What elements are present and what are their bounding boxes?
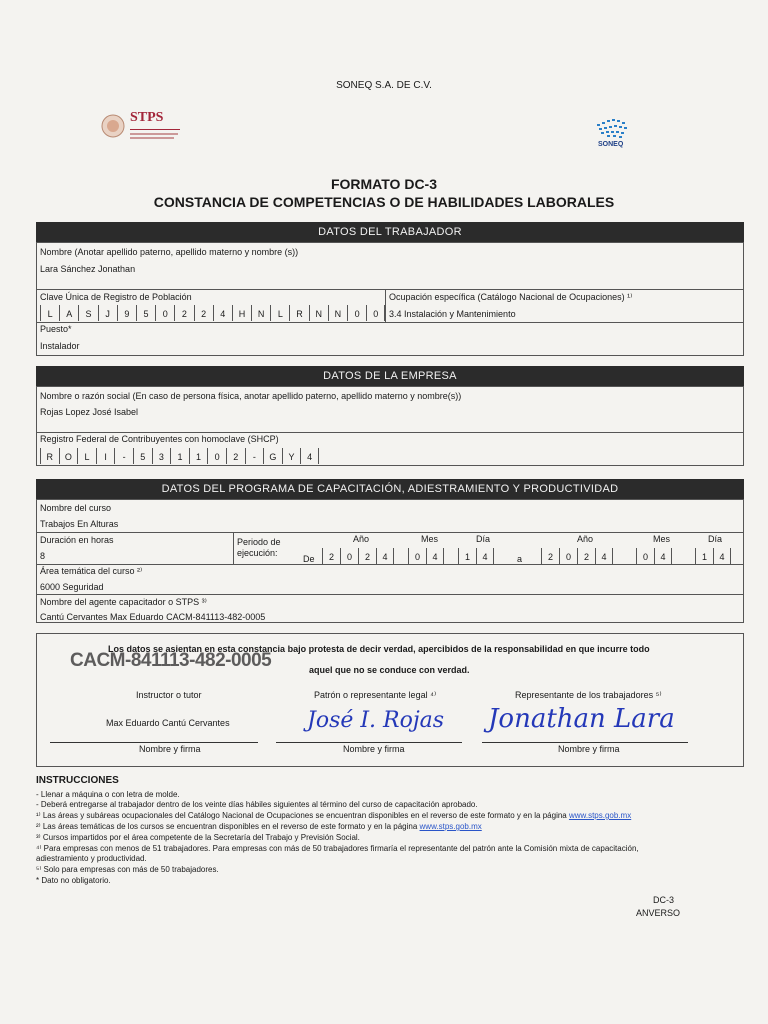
instruction-item: * Dato no obligatorio. bbox=[36, 876, 111, 885]
form-subtitle: CONSTANCIA DE COMPETENCIAS O DE HABILIDADES LABORALES bbox=[153, 194, 615, 210]
char-cell: 5 bbox=[136, 305, 155, 321]
stps-logo-text: STPS bbox=[130, 110, 164, 125]
char-cell: 4 bbox=[376, 548, 394, 564]
char-cell: - bbox=[114, 448, 133, 464]
form-code: DC-3 bbox=[653, 895, 675, 905]
company-name-field[interactable]: Rojas Lopez José Isabel bbox=[40, 407, 139, 417]
end-year-label: Año bbox=[577, 534, 594, 544]
instruction-item bbox=[36, 811, 631, 821]
char-cell: 0 bbox=[366, 305, 385, 321]
char-cell: J bbox=[98, 305, 117, 321]
occupation-field[interactable]: 3.4 Instalación y Mantenimiento bbox=[389, 309, 516, 319]
end-month-field[interactable] bbox=[636, 548, 672, 564]
char-cell: 4 bbox=[654, 548, 672, 564]
end-day-field[interactable] bbox=[695, 548, 731, 564]
instruction-item: ⁴⁾ Para empresas con menos de 51 trabajadores. Para empresas con más de 50 trabajadores firmaría el representante del patrón ante la Comisión mixta de capacitación, bbox=[36, 844, 639, 853]
workers-rep-signature: Jonathan Lara bbox=[488, 704, 675, 734]
position-field[interactable]: Instalador bbox=[40, 341, 80, 351]
char-cell: 4 bbox=[213, 305, 232, 321]
stps-logo bbox=[100, 110, 220, 146]
char-cell: S bbox=[78, 305, 97, 321]
curp-label: Clave Única de Registro de Población bbox=[40, 292, 192, 302]
char-cell: I bbox=[96, 448, 115, 464]
soneq-mark-icon bbox=[595, 116, 635, 142]
instruction-text: ¹⁾ Las áreas y subáreas ocupacionales del Catálogo Nacional de Ocupaciones se encuentran disponibles en el reverso de este formato y en la página bbox=[36, 811, 569, 820]
char-cell: N bbox=[309, 305, 328, 321]
duration-field[interactable]: 8 bbox=[40, 551, 46, 561]
char-cell: O bbox=[59, 448, 78, 464]
company-name: SONEQ S.A. DE C.V. bbox=[336, 80, 432, 91]
char-cell: 4 bbox=[300, 448, 319, 464]
char-cell: 4 bbox=[595, 548, 613, 564]
workers-rep-sign-caption: Nombre y firma bbox=[558, 744, 620, 754]
period-label: Periodo de bbox=[237, 537, 281, 547]
agent-label: Nombre del agente capacitador o STPS ³⁾ bbox=[40, 597, 207, 607]
char-cell: R bbox=[289, 305, 308, 321]
rfc-label: Registro Federal de Contribuyentes con homoclave (SHCP) bbox=[40, 434, 279, 444]
stamp-registration: CACM-841113-482-0005 bbox=[70, 650, 272, 671]
start-month-field[interactable] bbox=[408, 548, 444, 564]
end-year-field[interactable] bbox=[541, 548, 613, 564]
declaration-text: Los datos se asientan en esta constancia bajo protesta de decir verdad, apercibidos de la responsabilidad en que incurre todo bbox=[108, 644, 650, 654]
char-cell: 4 bbox=[713, 548, 731, 564]
char-cell: 2 bbox=[194, 305, 213, 321]
char-cell: 0 bbox=[155, 305, 174, 321]
char-cell: R bbox=[40, 448, 59, 464]
char-cell: 1 bbox=[189, 448, 208, 464]
char-cell: 2 bbox=[226, 448, 245, 464]
char-cell: 9 bbox=[117, 305, 136, 321]
workers-rep-label: Representante de los trabajadores ⁵⁾ bbox=[515, 690, 662, 700]
instructions-title: INSTRUCCIONES bbox=[36, 775, 119, 786]
char-cell: 5 bbox=[133, 448, 152, 464]
instructor-sign-caption: Nombre y firma bbox=[139, 744, 201, 754]
instruction-text: ²⁾ Las áreas temáticas de los cursos se encuentran disponibles en el reverso de este formato y en la página bbox=[36, 822, 420, 831]
worker-section-header: DATOS DEL TRABAJADOR bbox=[36, 222, 744, 242]
start-year-field[interactable] bbox=[322, 548, 394, 564]
instruction-item: - Deberá entregarse al trabajador dentro de los veinte días hábiles siguientes al término del curso de capacitación aprobado. bbox=[36, 800, 478, 809]
char-cell: 1 bbox=[458, 548, 476, 564]
start-day-label: Día bbox=[476, 534, 491, 544]
company-section-header: DATOS DE LA EMPRESA bbox=[36, 366, 744, 386]
char-cell: 4 bbox=[476, 548, 494, 564]
end-day-label: Día bbox=[708, 534, 723, 544]
occupation-label: Ocupación específica (Catálogo Nacional de Ocupaciones) ¹⁾ bbox=[389, 292, 633, 302]
char-cell: L bbox=[270, 305, 289, 321]
char-cell: 2 bbox=[541, 548, 559, 564]
char-cell: 4 bbox=[426, 548, 444, 564]
char-cell: Y bbox=[282, 448, 301, 464]
duration-label: Duración en horas bbox=[40, 535, 114, 545]
to-label: a bbox=[517, 554, 523, 564]
start-month-label: Mes bbox=[421, 534, 439, 544]
char-cell: 0 bbox=[207, 448, 226, 464]
company-name-label: Nombre o razón social (En caso de persona física, anotar apellido paterno, apellido materno y nombre(s)) bbox=[40, 391, 462, 401]
char-cell: - bbox=[245, 448, 264, 464]
end-month-label: Mes bbox=[653, 534, 671, 544]
form-title: FORMATO DC-3 bbox=[330, 176, 438, 192]
char-cell: N bbox=[251, 305, 270, 321]
instruction-item bbox=[36, 822, 482, 832]
instruction-item: ³⁾ Cursos impartidos por el área competente de la Secretaría del Trabajo y Previsión Social. bbox=[36, 833, 360, 842]
char-cell: H bbox=[232, 305, 251, 321]
employer-label: Patrón o representante legal ⁴⁾ bbox=[314, 690, 437, 700]
char-cell: G bbox=[263, 448, 282, 464]
instructor-label: Instructor o tutor bbox=[136, 690, 202, 700]
char-cell: 1 bbox=[695, 548, 713, 564]
course-name-field[interactable]: Trabajos En Alturas bbox=[40, 519, 119, 529]
char-cell: 3 bbox=[152, 448, 171, 464]
curp-field[interactable] bbox=[40, 305, 385, 321]
char-cell: N bbox=[328, 305, 347, 321]
start-year-label: Año bbox=[353, 534, 370, 544]
area-field[interactable]: 6000 Seguridad bbox=[40, 582, 104, 592]
position-label: Puesto* bbox=[40, 324, 72, 334]
char-cell: 0 bbox=[408, 548, 426, 564]
area-label: Área temática del curso ²⁾ bbox=[40, 566, 143, 576]
char-cell: 0 bbox=[347, 305, 366, 321]
instruction-item: ⁵⁾ Solo para empresas con más de 50 trabajadores. bbox=[36, 865, 219, 874]
from-label: De bbox=[303, 554, 315, 564]
form-side: ANVERSO bbox=[636, 908, 681, 918]
course-name-label: Nombre del curso bbox=[40, 503, 112, 513]
stps-link[interactable]: www.stps.gob.mx bbox=[568, 811, 632, 820]
program-section-header: DATOS DEL PROGRAMA DE CAPACITACIÓN, ADIESTRAMIENTO Y PRODUCTIVIDAD bbox=[36, 479, 744, 499]
period-label-2: ejecución: bbox=[237, 548, 278, 558]
char-cell: 0 bbox=[636, 548, 654, 564]
employer-sign-caption: Nombre y firma bbox=[343, 744, 405, 754]
employer-signature: José I. Rojas bbox=[307, 708, 445, 733]
char-cell: 2 bbox=[577, 548, 595, 564]
start-day-field[interactable] bbox=[458, 548, 494, 564]
soneq-logo-text: SONEQ bbox=[598, 141, 624, 148]
agent-field[interactable]: Cantú Cervantes Max Eduardo CACM-841113-482-0005 bbox=[40, 612, 266, 622]
char-cell: 1 bbox=[170, 448, 189, 464]
instruction-item: adiestramiento y productividad. bbox=[36, 854, 147, 863]
char-cell: 0 bbox=[340, 548, 358, 564]
char-cell: L bbox=[40, 305, 59, 321]
char-cell: 0 bbox=[559, 548, 577, 564]
char-cell: L bbox=[77, 448, 96, 464]
char-cell: A bbox=[59, 305, 78, 321]
char-cell: 2 bbox=[174, 305, 193, 321]
declaration-text-2: aquel que no se conduce con verdad. bbox=[309, 665, 470, 675]
stps-link-2[interactable]: www.stps.gob.mx bbox=[419, 822, 482, 831]
char-cell: 2 bbox=[358, 548, 376, 564]
char-cell: 2 bbox=[322, 548, 340, 564]
instruction-item: - Llenar a máquina o con letra de molde. bbox=[36, 790, 180, 799]
rfc-field[interactable] bbox=[40, 448, 319, 464]
worker-name-label: Nombre (Anotar apellido paterno, apellido materno y nombre (s)) bbox=[40, 247, 299, 257]
soneq-logo bbox=[595, 116, 635, 154]
worker-name-field[interactable]: Lara Sánchez Jonathan bbox=[40, 264, 136, 274]
instructor-name: Max Eduardo Cantú Cervantes bbox=[106, 718, 230, 728]
